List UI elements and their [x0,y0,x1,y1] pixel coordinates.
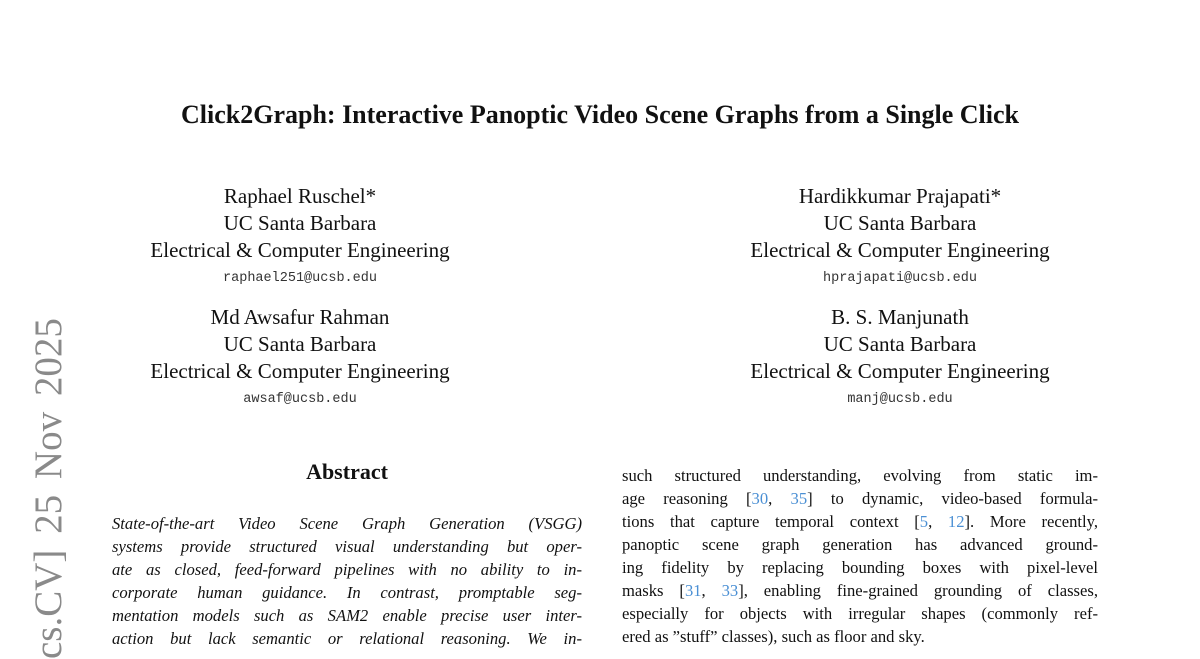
text-line: masks [31, 33], enabling fine-grained grounding of classes, [622,581,1098,600]
author-email: manj@ucsb.edu [847,392,953,407]
authors-row-1 [0,183,1200,287]
author-affiliation: UC Santa Barbara [223,332,377,356]
paper-title: Click2Graph: Interactive Panoptic Video Scene Graphs from a Single Click [181,100,1019,129]
text-line: ing fidelity by replacing bounding boxes with pixel-level [622,558,1098,577]
author-department: Electrical & Computer Engineering [150,238,450,262]
abstract-heading: Abstract [306,459,388,484]
authors-section [0,183,1200,408]
author-affiliation: UC Santa Barbara [223,211,377,235]
author-department: Electrical & Computer Engineering [150,359,450,383]
author-card-3 [0,304,600,408]
text-line: ate as closed, feed-forward pipelines with no ability to in- [112,560,582,579]
author-department: Electrical & Computer Engineering [750,359,1050,383]
text-line: corporate human guidance. In contrast, promptable seg- [112,583,582,602]
citation-link[interactable]: 35 [790,489,808,508]
author-name: Raphael Ruschel* [223,184,377,208]
citation-link[interactable]: 12 [947,512,965,531]
author-department: Electrical & Computer Engineering [750,238,1050,262]
text-line: action but lack semantic or relational reasoning. We in- [112,629,582,648]
intro-column [622,464,1098,648]
author-email: raphael251@ucsb.edu [223,271,377,286]
abstract-body [112,512,582,650]
text-line: State-of-the-art Video Scene Graph Generation (VSGG) [112,514,582,533]
text-line: age reasoning [30, 35] to dynamic, video-based formula- [622,489,1098,508]
text-line: ered as ”stuff” classes), such as floor and sky. [622,627,925,646]
text-line: systems provide structured visual understanding but oper- [112,537,582,556]
author-affiliation: UC Santa Barbara [823,332,977,356]
authors-row-2 [0,304,1200,408]
text-line: tions that capture temporal context [5, 12]. More recently, [622,512,1098,531]
text-line: panoptic scene graph generation has advanced ground- [622,535,1098,554]
text-line: especially for objects with irregular shapes (commonly ref- [622,604,1098,623]
text-line: such structured understanding, evolving from static im- [622,466,1098,485]
author-card-2 [600,183,1200,287]
author-email: hprajapati@ucsb.edu [823,271,977,286]
author-email: awsaf@ucsb.edu [243,392,357,407]
author-name: B. S. Manjunath [831,305,969,329]
citation-link[interactable]: 31 [684,581,702,600]
author-name: Md Awsafur Rahman [210,305,390,329]
text-line: mentation models such as SAM2 enable precise user inter- [112,606,582,625]
citation-link[interactable]: 5 [919,512,929,531]
author-card-4 [600,304,1200,408]
author-affiliation: UC Santa Barbara [823,211,977,235]
citation-link[interactable]: 33 [721,581,739,600]
author-card-1 [0,183,600,287]
author-name: Hardikkumar Prajapati* [798,184,1002,208]
citation-link[interactable]: 30 [751,489,769,508]
arxiv-watermark: cs.CV] 25 Nov 2025 [27,318,70,659]
